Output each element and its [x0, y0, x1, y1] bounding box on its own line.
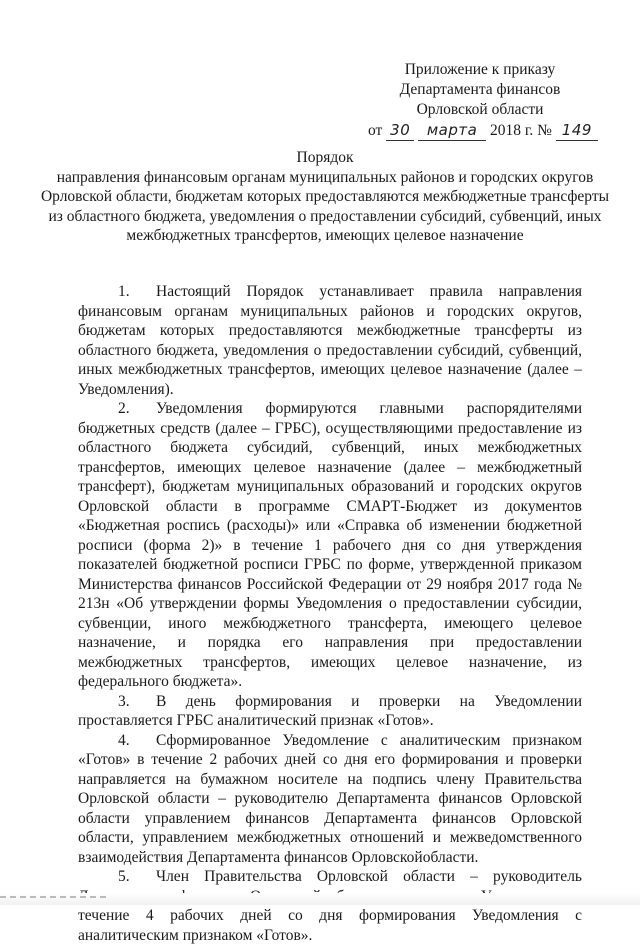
paragraph-4 [78, 731, 582, 868]
document-title [40, 148, 610, 245]
header-line-region: Орловской области [416, 101, 544, 118]
paragraph-number: 5. [118, 868, 130, 885]
order-day-handwritten: 30 [386, 120, 414, 141]
paragraph-number: 2. [118, 400, 130, 417]
paragraph-text: Уведомления формируются главными распорядителями бюджетных средств (далее – ГРБС), осуществляющими предоставление из областного бюджета субсидий, субвенций, иных межбюджетных трансфертов, имеющих целевое назначение (далее – межбюджетный трансферт), бюджетам муниципальных образований и городских округов Орловской области в программе СМАРТ-Бюджет из документов «Бюджетная роспись (расходы)» или «Справка об изменении бюджетной росписи (форма 2)» в течение 1 рабочего дня со дня утверждения показателей бюджетной росписи ГРБС по форме, утвержденной приказом Министерства финансов Российской Федерации от 29 ноября 2017 года № 213н «Об утверждении формы Уведомления о предоставлении субсидии, субвенции, иного межбюджетного трансферта, имеющего целевое назначение, и порядка его направления при предоставлении межбюджетных трансфертов, имеющих целевое назначение, из федерального бюджета». [78, 400, 582, 690]
scan-edge-marks [0, 896, 110, 898]
paragraph-2 [78, 399, 582, 692]
header-line-appendix: Приложение к приказу [404, 61, 556, 78]
paragraph-text: В день формирования и проверки на Уведомлении проставляется ГРБС аналитический признак «Готов». [78, 692, 582, 729]
paragraph-text: Член Правительства Орловской области – руководитель течение 4 рабочих дней со дня формирования Уведомления с аналитическим признаком «Готов». [78, 868, 582, 944]
title-heading: Порядок [296, 149, 354, 166]
order-reference [368, 120, 590, 141]
paragraph-5 [78, 867, 582, 945]
order-year: 2018 г. № [489, 122, 552, 139]
paragraph-number: 1. [118, 283, 130, 300]
title-text: направления финансовым органам муниципальных районов и городских округов Орловской области, бюджетам которых предоставляются межбюджетные трансферты из областного бюджета, уведомления о предоставлении субсидий, субвенций, иных межбюджетных трансфертов, имеющих целевое назначение [40, 169, 610, 244]
scan-bottom-edge [0, 893, 640, 905]
order-number-handwritten: 149 [556, 120, 598, 141]
header-line-department: Департамента финансов [399, 81, 561, 98]
paragraph-1 [78, 282, 582, 399]
paragraph-text: Настоящий Порядок устанавливает правила направления финансовым органам муниципальных районов и городских округов, бюджетам которых предоставляются межбюджетные трансферты из областного бюджета, уведомления о предоставлении субсидий, субвенций, иных межбюджетных трансфертов, имеющих целевое назначение (далее – Уведомления). [78, 283, 582, 398]
paragraph-3 [78, 692, 582, 731]
paragraph-text: Сформированное Уведомление с аналитическим признаком «Готов» в течение 2 рабочих дней со дня его формирования и проверки направляется на бумажном носителе на подпись члену Правительства Орловской области – руководителю Департамента финансов Орловской области управлением финансов Департамента финансов Орловской области, управлением межбюджетных отношений и межведомственного взаимодействия Департамента финансов Орловскойобласти. [78, 731, 582, 866]
order-month-handwritten: марта [418, 120, 486, 141]
paragraph-number: 4. [118, 731, 130, 749]
document-body [78, 282, 582, 945]
paragraph-number: 3. [118, 692, 130, 710]
document-header [370, 60, 590, 141]
order-prefix: от [368, 122, 383, 139]
